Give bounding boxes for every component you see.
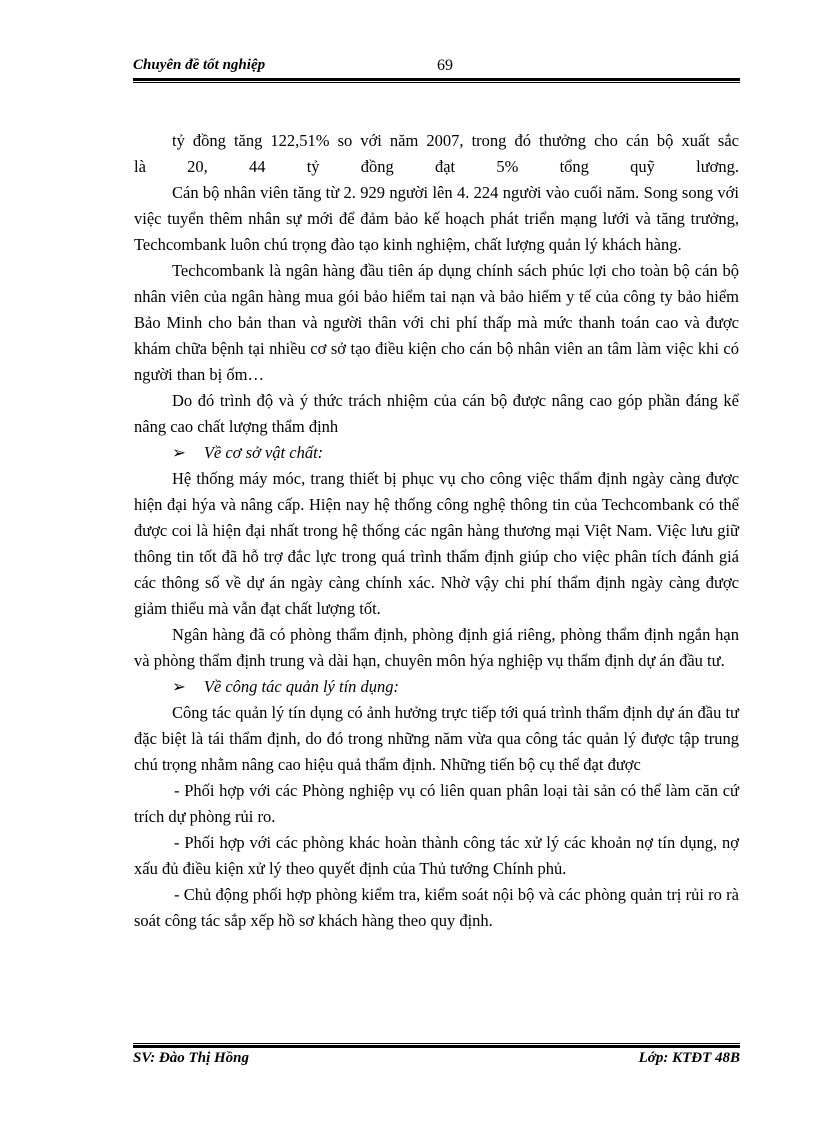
- header-rule: [133, 78, 740, 81]
- footer-student: SV: Đào Thị Hồng: [133, 1050, 249, 1066]
- section-heading-credit: [134, 674, 739, 700]
- paragraph: Techcombank là ngân hàng đầu tiên áp dụng chính sách phúc lợi cho toàn bộ cán bộ nhân viên của ngân hàng mua gói bảo hiểm tai nạn và bảo hiểm y tế của công ty bảo hiểm Bảo Minh cho bản than và người thân với chi phí thấp mà mức thanh toán cao và được khám chữa bệnh tại nhiều cơ sở tạo điều kiện cho cán bộ nhân viên an tâm làm việc khi có người than bị ốm…: [134, 261, 739, 384]
- page-number: 69: [437, 57, 453, 74]
- header-title: Chuyên đề tốt nghiệp: [133, 57, 266, 73]
- paragraph: Ngân hàng đã có phòng thẩm định, phòng định giá riêng, phòng thẩm định ngắn hạn và phòng thẩm định trung và dài hạn, chuyên môn hýa nghiệp vụ thẩm định dự án đầu tư.: [134, 625, 739, 670]
- page-header: [133, 57, 740, 79]
- footer-rule: [133, 1045, 740, 1048]
- arrow-bullet-icon: ➢: [172, 443, 186, 462]
- header-rule-thin: [133, 82, 740, 83]
- section-heading-facilities: [134, 440, 739, 466]
- paragraph: Hệ thống máy móc, trang thiết bị phục vụ cho công việc thẩm định ngày càng được hiện đại hýa và nâng cấp. Hiện nay hệ thống công nghệ thông tin của Techcombank có thể được coi là hiện đại nhất trong hệ thống các ngân hàng thương mại Việt Nam. Việc lưu giữ thông tin tốt đã hỗ trợ đắc lực trong quá trình thẩm định giúp cho việc phân tích đánh giá các thông số về dự án ngày càng chính xác. Nhờ vậy chi phí thẩm định ngày càng được giảm thiểu mà vẫn đạt chất lượng tốt.: [134, 469, 739, 618]
- footer-class: Lớp: KTĐT 48B: [638, 1050, 740, 1066]
- paragraph: Công tác quản lý tín dụng có ảnh hưởng trực tiếp tới quá trình thẩm định dự án đầu tư đặc biệt là tái thẩm định, do đó trong những năm vừa qua công tác quản lý được tập trung chú trọng nhằm nâng cao hiệu quả thẩm định. Những tiến bộ cụ thể đạt được: [134, 703, 739, 774]
- footer-rule-thin: [133, 1043, 740, 1044]
- document-body: [134, 128, 739, 934]
- section-heading-text: Về công tác quản lý tín dụng:: [203, 677, 400, 696]
- list-item: - Phối hợp với các phòng khác hoàn thành công tác xử lý các khoản nợ tín dụng, nợ xấu đủ điều kiện xử lý theo quyết định của Thủ tướng Chính phủ.: [134, 833, 739, 878]
- list-item: - Chủ động phối hợp phòng kiểm tra, kiểm soát nội bộ và các phòng quản trị rủi ro rà soát công tác sắp xếp hồ sơ khách hàng theo quy định.: [134, 885, 739, 930]
- paragraph: Do đó trình độ và ý thức trách nhiệm của cán bộ được nâng cao góp phần đáng kể nâng cao chất lượng thẩm định: [134, 391, 739, 436]
- paragraph: Cán bộ nhân viên tăng từ 2. 929 người lên 4. 224 người vào cuối năm. Song song với việc tuyển thêm nhân sự mới để đảm bảo kế hoạch phát triển mạng lưới và tăng trưởng, Techcombank luôn chú trọng đào tạo kinh nghiệm, chất lượng quản lý khách hàng.: [134, 183, 739, 254]
- paragraph: tỷ đồng tăng 122,51% so với năm 2007, trong đó thưởng cho cán bộ xuất sắc: [172, 131, 739, 150]
- arrow-bullet-icon: ➢: [172, 677, 186, 696]
- section-heading-text: Về cơ sở vật chất:: [203, 443, 324, 462]
- list-item: - Phối hợp với các Phòng nghiệp vụ có liên quan phân loại tài sản có thể làm căn cứ trích dự phòng rủi ro.: [134, 781, 739, 826]
- paragraph: là 20, 44 tỷ đồng đạt 5% tổng quỹ lương.: [134, 157, 739, 176]
